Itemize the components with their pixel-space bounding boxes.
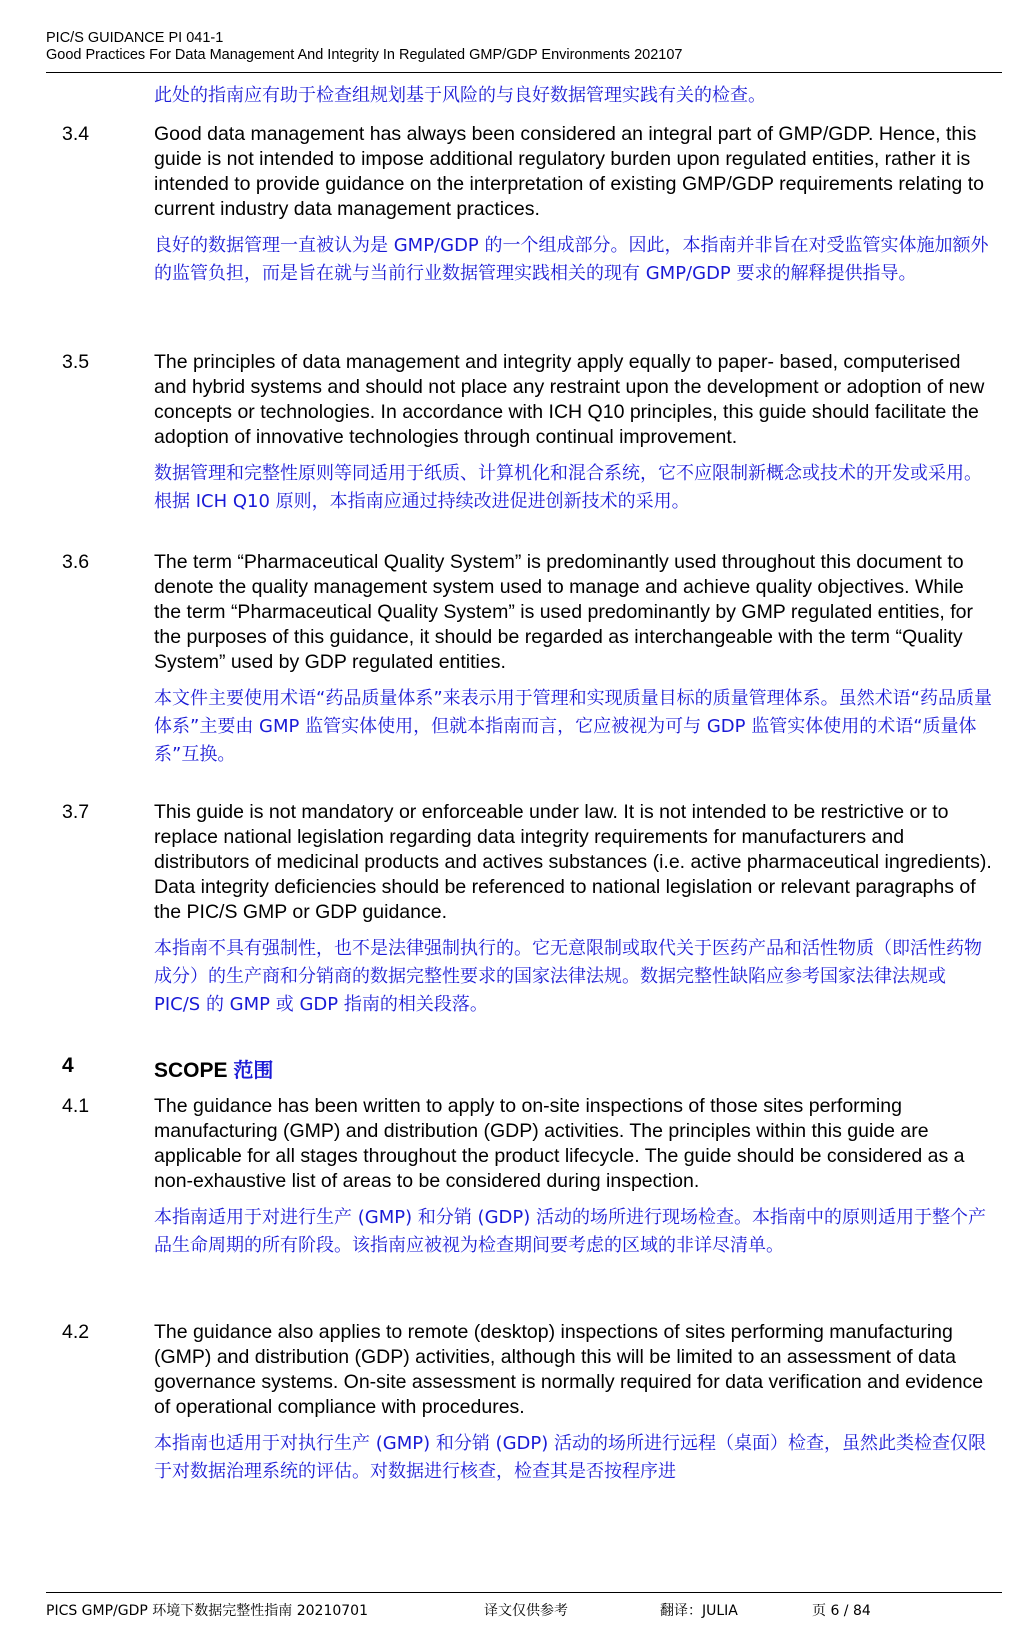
section-number: 3.5 — [62, 351, 90, 373]
section-en: The guidance also applies to remote (desktop) inspections of sites performing manufacturing (GMP) and distribution (GDP) activities, although this will be limited to an assessment of data governance systems. On-site assessment is normally required for data verification and evidence of operational compliance with procedures. — [154, 1321, 984, 1418]
footer-translator: 翻译：JULIA — [660, 1603, 738, 1619]
heading-zh: 范围 — [233, 1058, 274, 1082]
section-en: The principles of data management and integrity apply equally to paper- based, computerised and hybrid systems and should not place any restraint upon the development or adoption of new concepts or technologies. In accordance with ICH Q10 principles, this guide should facilitate the adoption of innovative technologies through continual improvement. — [154, 351, 985, 448]
section-en: Good data management has always been considered an integral part of GMP/GDP. Hence, this guide is not intended to impose additional regulatory burden upon regulated entities, rather it is intended to provide guidance on the interpretation of existing GMP/GDP requirements relating to current industry data management practices. — [154, 123, 984, 220]
section-number: 3.7 — [62, 801, 90, 823]
section-number: 4.1 — [62, 1095, 90, 1117]
section-body — [154, 800, 994, 1019]
footer-page-number: 页 6 / 84 — [812, 1603, 871, 1619]
section-number: 3.4 — [62, 123, 90, 145]
section-zh: 本指南也适用于对执行生产 (GMP) 和分销 (GDP) 活动的场所进行远程（桌面）检查，虽然此类检查仅限于对数据治理系统的评估。对数据进行核查，检查其是否按程序进 — [154, 1433, 986, 1482]
section-body — [154, 550, 994, 769]
heading-title — [154, 1054, 994, 1083]
section-number: 4.2 — [62, 1321, 90, 1343]
page-header — [46, 30, 1002, 64]
footer-divider — [46, 1592, 1002, 1593]
footer-title: PICS GMP/GDP 环境下数据完整性指南 20210701 — [46, 1603, 368, 1619]
section-zh: 本指南适用于对进行生产 (GMP) 和分销 (GDP) 活动的场所进行现场检查。本指南中的原则适用于整个产品生命周期的所有阶段。该指南应被视为检查期间要考虑的区域的非详尽清单。 — [154, 1207, 986, 1256]
section-body — [154, 122, 994, 288]
section-zh: 数据管理和完整性原则等同适用于纸质、计算机化和混合系统，它不应限制新概念或技术的开发或采用。根据 ICH Q10 原则，本指南应通过持续改进促进创新技术的采用。 — [154, 463, 982, 512]
section-body — [154, 1094, 994, 1260]
section-zh: 本指南不具有强制性，也不是法律强制执行的。它无意限制或取代关于医药产品和活性物质（即活性药物成分）的生产商和分销商的数据完整性要求的国家法律法规。数据完整性缺陷应参考国家法律法规或 PIC/S 的 GMP 或 GDP 指南的相关段落。 — [154, 938, 982, 1015]
footer-note: 译文仅供参考 — [484, 1603, 568, 1619]
heading-en: SCOPE — [154, 1059, 228, 1082]
section-en: The guidance has been written to apply to on-site inspections of those sites performing manufacturing (GMP) and distribution (GDP) activities. The principles within this guide are applicable for all stages throughout the product lifecycle. The guide should be considered as a non-exhaustive list of areas to be considered during inspection. — [154, 1095, 965, 1192]
section-zh: 良好的数据管理一直被认为是 GMP/GDP 的一个组成部分。因此，本指南并非旨在对受监管实体施加额外的监管负担，而是旨在就与当前行业数据管理实践相关的现有 GMP/GDP 要求的解释提供指导。 — [154, 235, 989, 284]
header-divider — [46, 72, 1002, 73]
heading-number: 4 — [62, 1054, 74, 1077]
section-number: 3.6 — [62, 551, 90, 573]
section-body — [154, 350, 994, 516]
intro-zh: 此处的指南应有助于检查组规划基于风险的与良好数据管理实践有关的检查。 — [154, 85, 766, 106]
section-zh: 本文件主要使用术语“药品质量体系”来表示用于管理和实现质量目标的质量管理体系。虽然术语“药品质量体系”主要由 GMP 监管实体使用，但就本指南而言，它应被视为可与 GDP 监管实体使用的术语“质量体系”互换。 — [154, 688, 992, 765]
header-line-1: PIC/S GUIDANCE PI 041-1 — [46, 30, 224, 46]
section-en: The term “Pharmaceutical Quality System” is predominantly used throughout this document to denote the quality management system used to manage and achieve quality objectives. While the term “Pharmaceutical Quality System” is used predominantly by GMP regulated entities, for the purposes of this guidance, it should be regarded as interchangeable with the term “Quality System” used by GDP regulated entities. — [154, 551, 973, 673]
section-body — [154, 1320, 994, 1486]
header-line-2: Good Practices For Data Management And Integrity In Regulated GMP/GDP Environments 202107 — [46, 47, 683, 63]
section-en: This guide is not mandatory or enforceable under law. It is not intended to be restrictive or to replace national legislation regarding data integrity requirements for manufacturers and distributors of medicinal products and actives substances (i.e. active pharmaceutical ingredients). Data integrity deficiencies should be referenced to national legislation or relevant paragraphs of the PIC/S GMP or GDP guidance. — [154, 801, 992, 923]
